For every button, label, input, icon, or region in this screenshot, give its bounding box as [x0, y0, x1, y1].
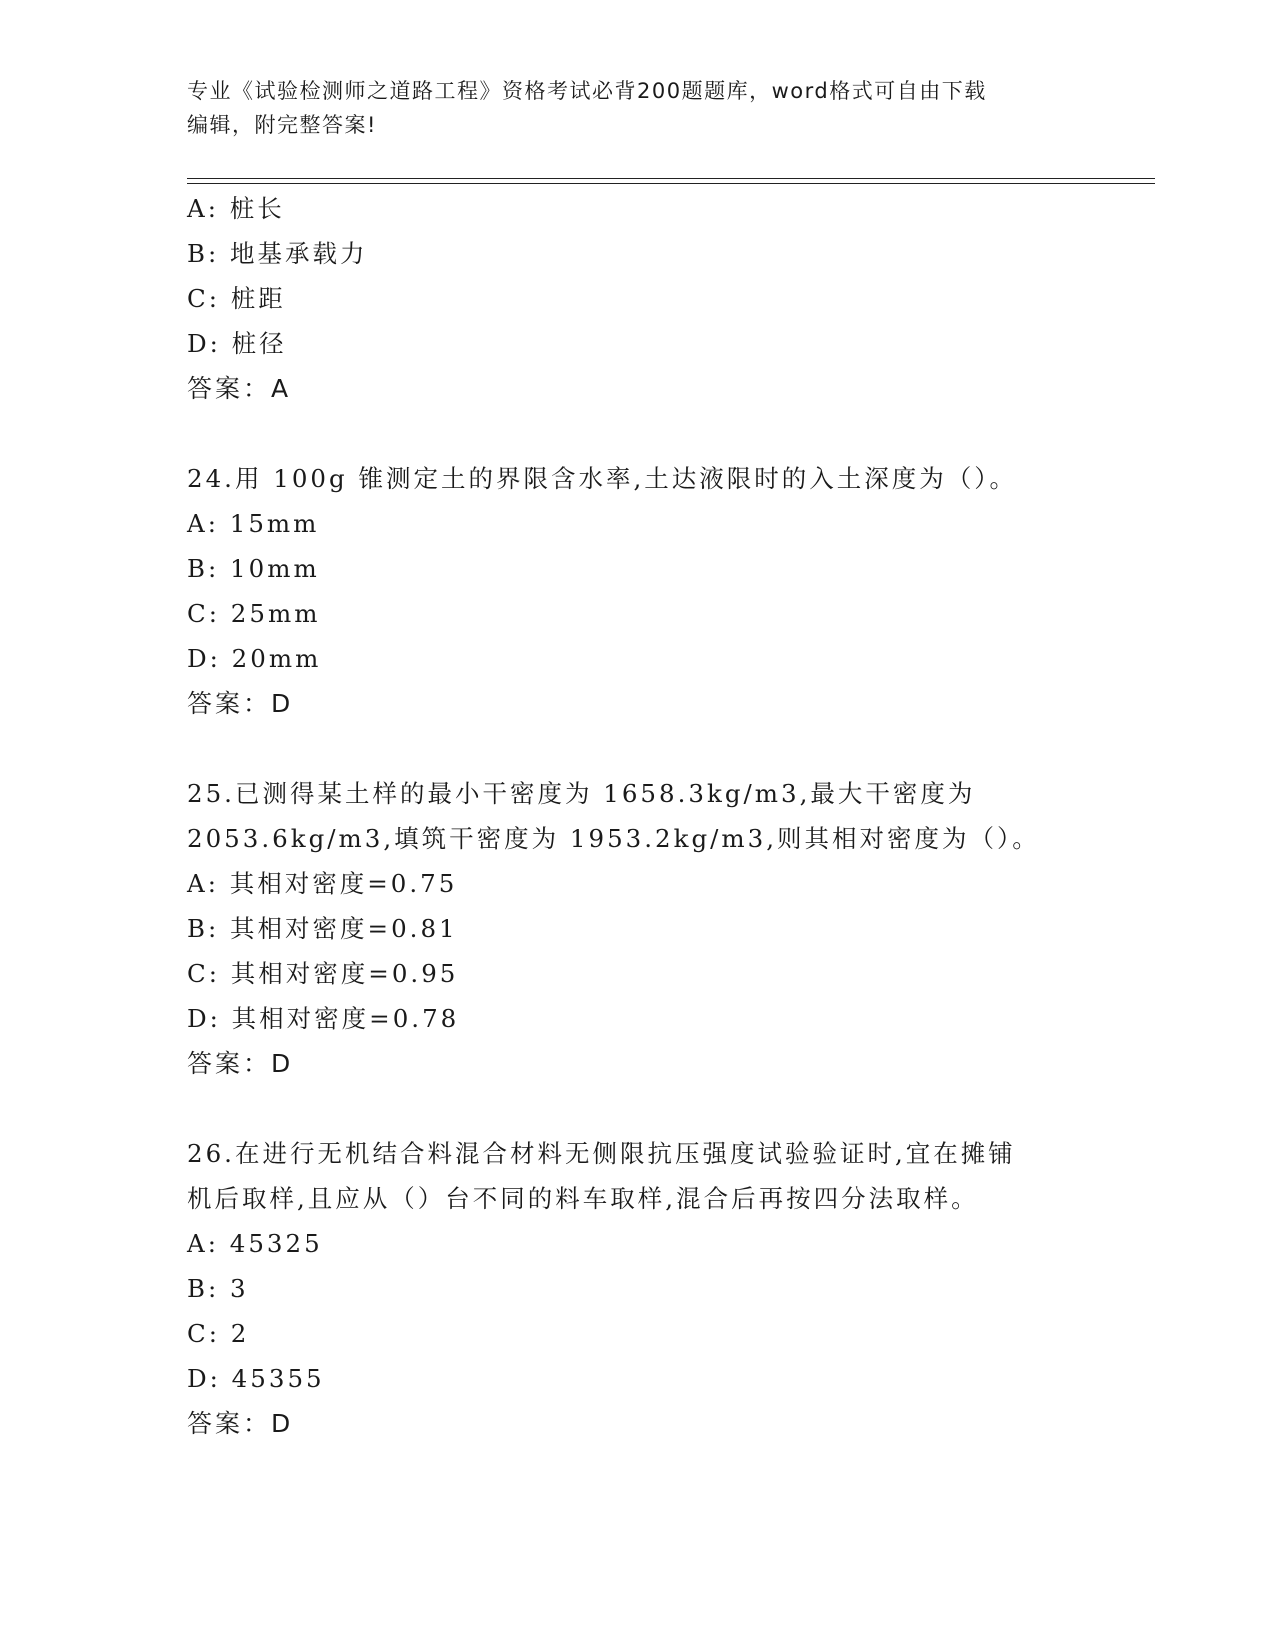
q25-option-c: C: 其相对密度=0.95	[187, 959, 459, 988]
document-header	[187, 74, 1067, 142]
q25-stem-line-2: 2053.6kg/m3,填筑干密度为 1953.2kg/m3,则其相对密度为（）。	[187, 824, 1040, 853]
header-title-line-1: 专业《试验检测师之道路工程》资格考试必背200题题库，word格式可自由下载	[187, 79, 987, 103]
q24-answer: 答案：D	[187, 689, 294, 718]
q24-stem-line-1: 24.用 100g 锥测定土的界限含水率,土达液限时的入土深度为（）。	[187, 464, 1018, 493]
q23-option-a: A: 桩长	[187, 194, 285, 223]
q25-stem-line-1: 25.已测得某土样的最小干密度为 1658.3kg/m3,最大干密度为	[187, 779, 976, 808]
header-divider-bottom	[187, 183, 1155, 184]
q25-answer: 答案：D	[187, 1049, 294, 1078]
q26-option-c: C: 2	[187, 1319, 250, 1348]
q24-option-a: A: 15mm	[187, 509, 320, 538]
q24-option-b: B: 10mm	[187, 554, 320, 583]
q25-option-d: D: 其相对密度=0.78	[187, 1004, 460, 1033]
q23-option-d: D: 桩径	[187, 329, 287, 358]
q26-answer: 答案：D	[187, 1409, 294, 1438]
q23-option-c: C: 桩距	[187, 284, 286, 313]
q26-option-a: A: 45325	[187, 1229, 323, 1258]
header-divider-top	[187, 178, 1155, 179]
q26-stem-line-2: 机后取样,且应从（）台不同的料车取样,混合后再按四分法取样。	[187, 1184, 979, 1213]
q26-option-d: D: 45355	[187, 1364, 325, 1393]
q26-option-b: B: 3	[187, 1274, 249, 1303]
q26-stem-line-1: 26.在进行无机结合料混合材料无侧限抗压强度试验验证时,宜在摊铺	[187, 1139, 1016, 1168]
q23-answer: 答案：A	[187, 374, 292, 403]
q24-option-c: C: 25mm	[187, 599, 321, 628]
q25-option-b: B: 其相对密度=0.81	[187, 914, 458, 943]
header-title-line-2: 编辑，附完整答案!	[187, 113, 377, 137]
q23-option-b: B: 地基承载力	[187, 239, 368, 268]
q25-option-a: A: 其相对密度=0.75	[187, 869, 458, 898]
q24-option-d: D: 20mm	[187, 644, 322, 673]
